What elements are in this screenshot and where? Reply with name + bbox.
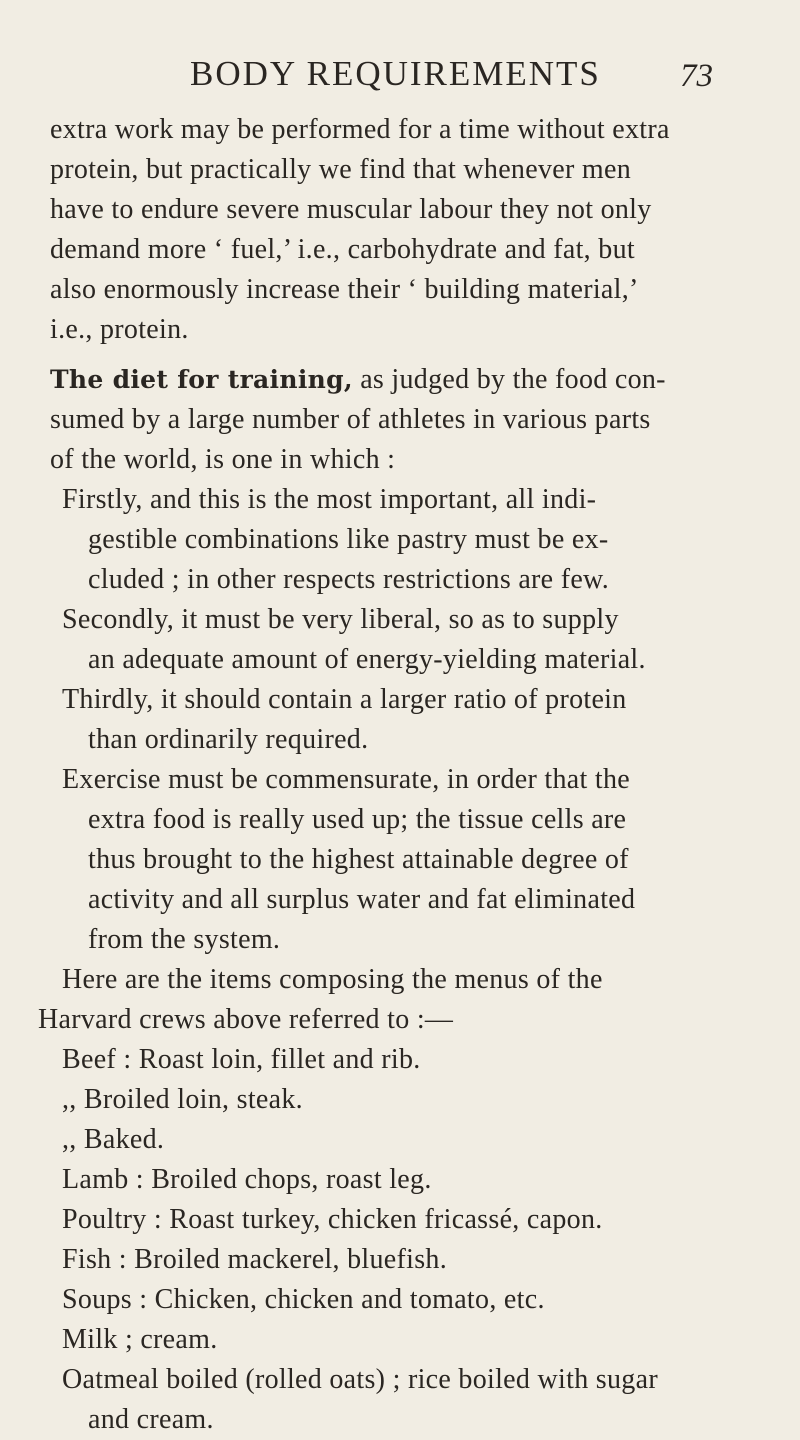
condition-line: Secondly, it must be very liberal, so as to supply [62,604,619,635]
menu-item: ,, Baked. [62,1124,165,1155]
text-line: have to endure severe muscular labour they not only [50,194,652,225]
menu-item: ,, Broiled loin, steak. [62,1084,303,1115]
menu-item: Soups : Chicken, chicken and tomato, etc. [62,1284,545,1315]
condition-line: Thirdly, it should contain a larger ratio of protein [62,684,627,715]
text-line: Here are the items composing the menus of the [62,964,603,995]
text-line: also enormously increase their ‘ building material,’ [50,274,639,305]
running-head: BODY REQUIREMENTS [190,54,601,93]
text-line: protein, but practically we find that whenever men [50,154,632,185]
condition-line: Firstly, and this is the most important, all indi- [62,484,597,515]
text-line: Harvard crews above referred to :— [38,1004,454,1035]
menu-item: Milk ; cream. [62,1324,218,1355]
menu-item: Poultry : Roast turkey, chicken fricassé, capon. [62,1204,603,1235]
condition-line: an adequate amount of energy-yielding material. [88,644,646,675]
text-line: sumed by a large number of athletes in various parts [50,404,651,435]
text-line: i.e., protein. [50,314,189,345]
menu-item: Lamb : Broiled chops, roast leg. [62,1164,432,1195]
text-line: of the world, is one in which : [50,444,396,475]
menu-item: Beef : Roast loin, fillet and rib. [62,1044,421,1075]
menu-item: Oatmeal boiled (rolled oats) ; rice boiled with sugar [62,1364,658,1395]
condition-line: gestible combinations like pastry must be ex- [88,524,609,555]
text-span: as judged by the food con- [352,364,666,395]
condition-line: activity and all surplus water and fat eliminated [88,884,636,915]
menu-item: Fish : Broiled mackerel, bluefish. [62,1244,448,1275]
text-line [50,360,666,400]
text-line: demand more ‘ fuel,’ i.e., carbohydrate and fat, but [50,234,635,265]
condition-line: than ordinarily required. [88,724,369,755]
run-in-heading: The diet for training, [50,365,353,394]
condition-line: cluded ; in other respects restrictions are few. [88,564,610,595]
condition-line: Exercise must be commensurate, in order that the [62,764,630,795]
condition-line: thus brought to the highest attainable degree of [88,844,629,875]
menu-item: and cream. [88,1404,214,1435]
page-header [0,54,800,104]
condition-line: extra food is really used up; the tissue cells are [88,804,627,835]
condition-line: from the system. [88,924,281,955]
text-line: extra work may be performed for a time without extra [50,114,670,145]
page-number: 73 [680,58,713,94]
